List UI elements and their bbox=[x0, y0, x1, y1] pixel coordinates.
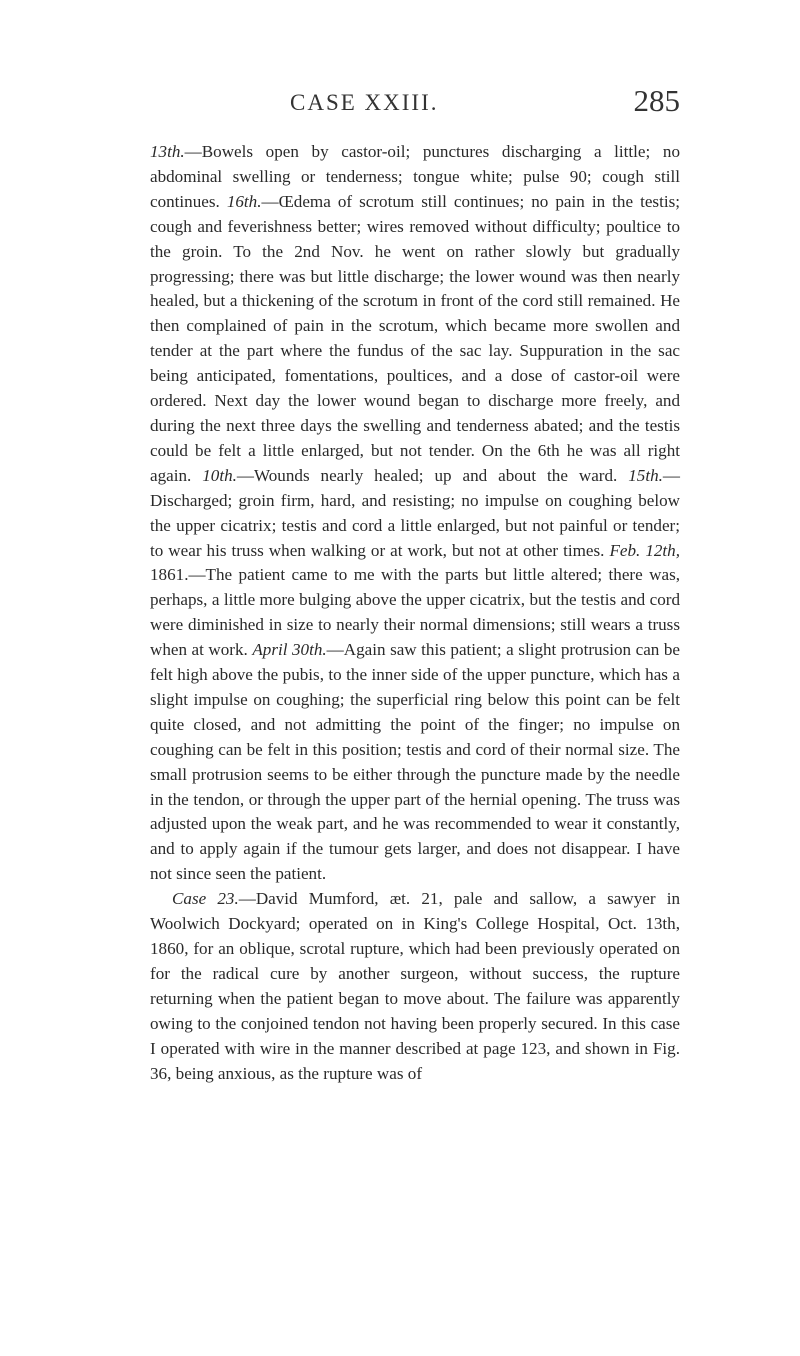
body-text bbox=[150, 140, 680, 1086]
entry-text: —Discharged; groin firm, hard, and resisting; no impulse on coughing below the upper cicatrix; testis and cord a little enlarged, but not painful or tender; to wear his truss when walking or at work, but not at other times. bbox=[150, 465, 680, 560]
paragraph-case-22-continued bbox=[150, 140, 680, 887]
date-entry: April 30th. bbox=[252, 640, 327, 660]
case-text: —David Mumford, æt. 21, pale and sallow, a sawyer in Woolwich Dockyard; operated on in King's College Hospital, Oct. 13th, 1860, for an oblique, scrotal rupture, which had been previously operated on for the radical cure by another surgeon, without success, the rupture returning when the patient began to move about. The failure was apparently owing to the conjoined tendon not having been properly secured. In this case I operated with wire in the manner described at page 123, and shown in Fig. 36, being anxious, as the rupture was of bbox=[150, 889, 680, 1083]
entry-text: —Bowels open by castor-oil; punctures discharging a little; no abdominal swelling or tenderness; tongue white; pulse 90; cough still continues. bbox=[150, 142, 680, 211]
date-entry: 10th. bbox=[202, 465, 237, 485]
entry-text: 1861.—The patient came to me with the parts but little altered; there was, perhaps, a little more bulging above the upper cicatrix, but the testis and cord were diminished in size to nearly their normal dimensions; still wears a truss when at work. bbox=[150, 565, 680, 660]
entry-text: —Again saw this patient; a slight protrusion can be felt high above the pubis, to the inner side of the upper puncture, which has a slight impulse on coughing; the superficial ring below this point can be felt quite closed, and not admitting the point of the finger; no impulse on coughing can be felt in this position; testis and cord of their normal size. The small protrusion seems to be either through the puncture made by the needle in the tendon, or through the upper part of the hernial opening. The truss was adjusted upon the weak part, and he was recommended to wear it constantly, and to apply again if the tumour gets larger, and does not disappear. I have not since seen the patient. bbox=[150, 640, 680, 884]
case-label: Case 23. bbox=[172, 889, 239, 909]
date-entry: 16th. bbox=[226, 191, 262, 211]
date-entry: 13th. bbox=[150, 142, 185, 161]
page-number: 285 bbox=[633, 83, 680, 118]
entry-text: —Œdema of scrotum still continues; no pain in the testis; cough and feverishness better; wires removed without difficulty; poultice to the groin. To the 2nd Nov. he went on rather slowly but gradually progressing; there was but little discharge; the lower wound was then nearly healed, but a thickening of the scrotum in front of the cord still remained. He then complained of pain in the scrotum, which became more swollen and tender at the part where the fundus of the sac lay. Suppuration in the sac being anticipated, fomentations, poultices, and a dose of castor-oil were ordered. Next day the lower wound began to discharge more freely, and during the next three days the swelling and tenderness abated; and the testis could be felt a little enlarged, but not tender. On the 6th he was all right again. bbox=[150, 191, 680, 485]
running-head bbox=[150, 83, 680, 126]
date-entry: 15th. bbox=[628, 465, 663, 485]
date-entry: Feb. 12th, bbox=[609, 540, 680, 560]
running-title: CASE XXIII. bbox=[290, 90, 439, 115]
paragraph-case-23 bbox=[150, 887, 680, 1086]
entry-text: —Wounds nearly healed; up and about the ward. bbox=[236, 465, 629, 485]
